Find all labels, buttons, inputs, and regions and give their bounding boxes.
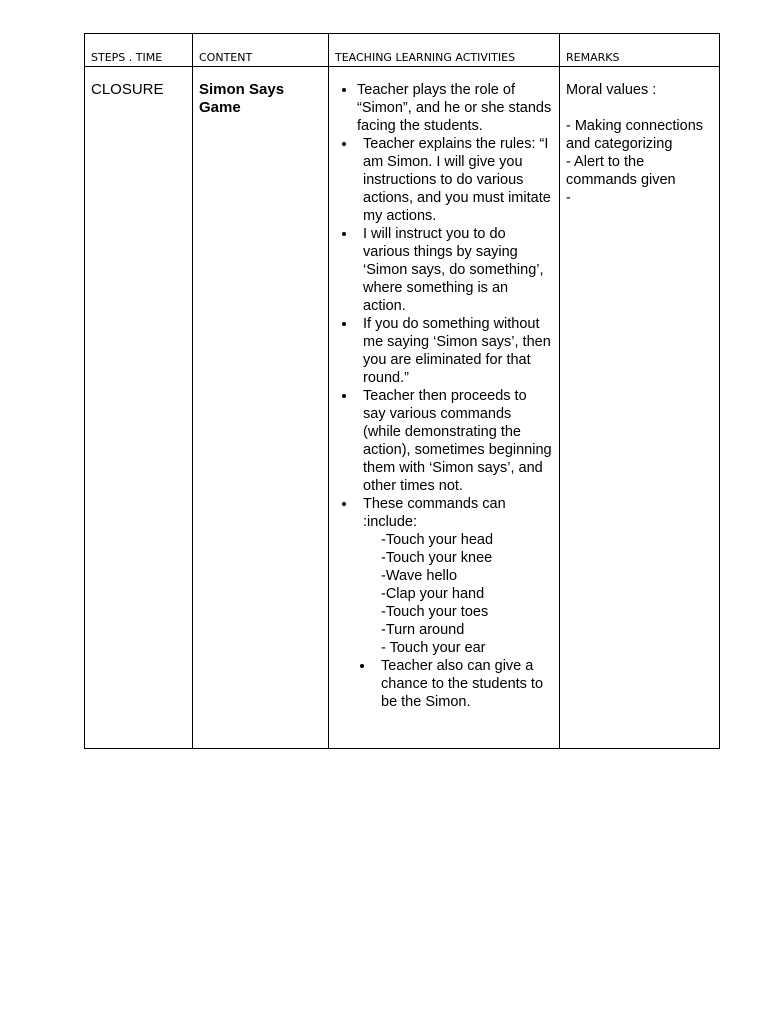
activity-item: • Teacher also can give a chance to the students to be the Simon. (375, 657, 553, 711)
activity-item: • Teacher then proceeds to say various commands (while demonstrating the action), sometimes beginning them with ‘Simon says’, and other times not. (357, 387, 553, 495)
activity-item: • If you do something without me saying ‘Simon says’, then you are eliminated for that round.” (357, 315, 553, 387)
activity-text: These commands can :include: (363, 496, 506, 530)
activity-item: • Teacher plays the role of “Simon”, and he or she stands facing the students. (357, 81, 553, 135)
content-label: Simon Says Game (199, 81, 285, 116)
closure-row (85, 67, 720, 749)
header-remarks: REMARKS (560, 34, 720, 67)
command-item: -Clap your hand (381, 586, 485, 602)
step-cell (85, 67, 193, 749)
remarks-cell (560, 67, 720, 749)
extra-activities-list (335, 657, 553, 711)
command-item: - Touch your ear (381, 640, 486, 656)
command-item: -Touch your knee (381, 550, 493, 566)
step-label: CLOSURE (91, 81, 164, 98)
header-activities: TEACHING LEARNING ACTIVITIES (329, 34, 560, 67)
header-row (85, 34, 720, 67)
command-item: -Turn around (381, 622, 465, 638)
header-content: CONTENT (193, 34, 329, 67)
remark-line: - Making connections and categorizing (566, 118, 704, 152)
command-item: -Touch your toes (381, 604, 489, 620)
command-item: -Wave hello (381, 568, 458, 584)
activities-cell (329, 67, 560, 749)
remark-line: - Alert to the commands given (566, 154, 676, 188)
remark-line: - (566, 190, 571, 206)
activities-list (335, 81, 553, 657)
activity-item (357, 495, 553, 657)
command-item: -Touch your head (381, 532, 494, 548)
remark-line: Moral values : (566, 82, 657, 98)
remarks-block (566, 81, 713, 207)
activity-item: • I will instruct you to do various things by saying ‘Simon says, do something’, where something is an action. (357, 225, 553, 315)
header-steps-time: STEPS . TIME (85, 34, 193, 67)
content-cell (193, 67, 329, 749)
lesson-plan-table (84, 33, 720, 749)
activity-item: • Teacher explains the rules: “I am Simon. I will give you instructions to do various actions, and you must imitate my actions. (357, 135, 553, 225)
commands-list (363, 531, 553, 657)
remark-line (566, 99, 713, 117)
